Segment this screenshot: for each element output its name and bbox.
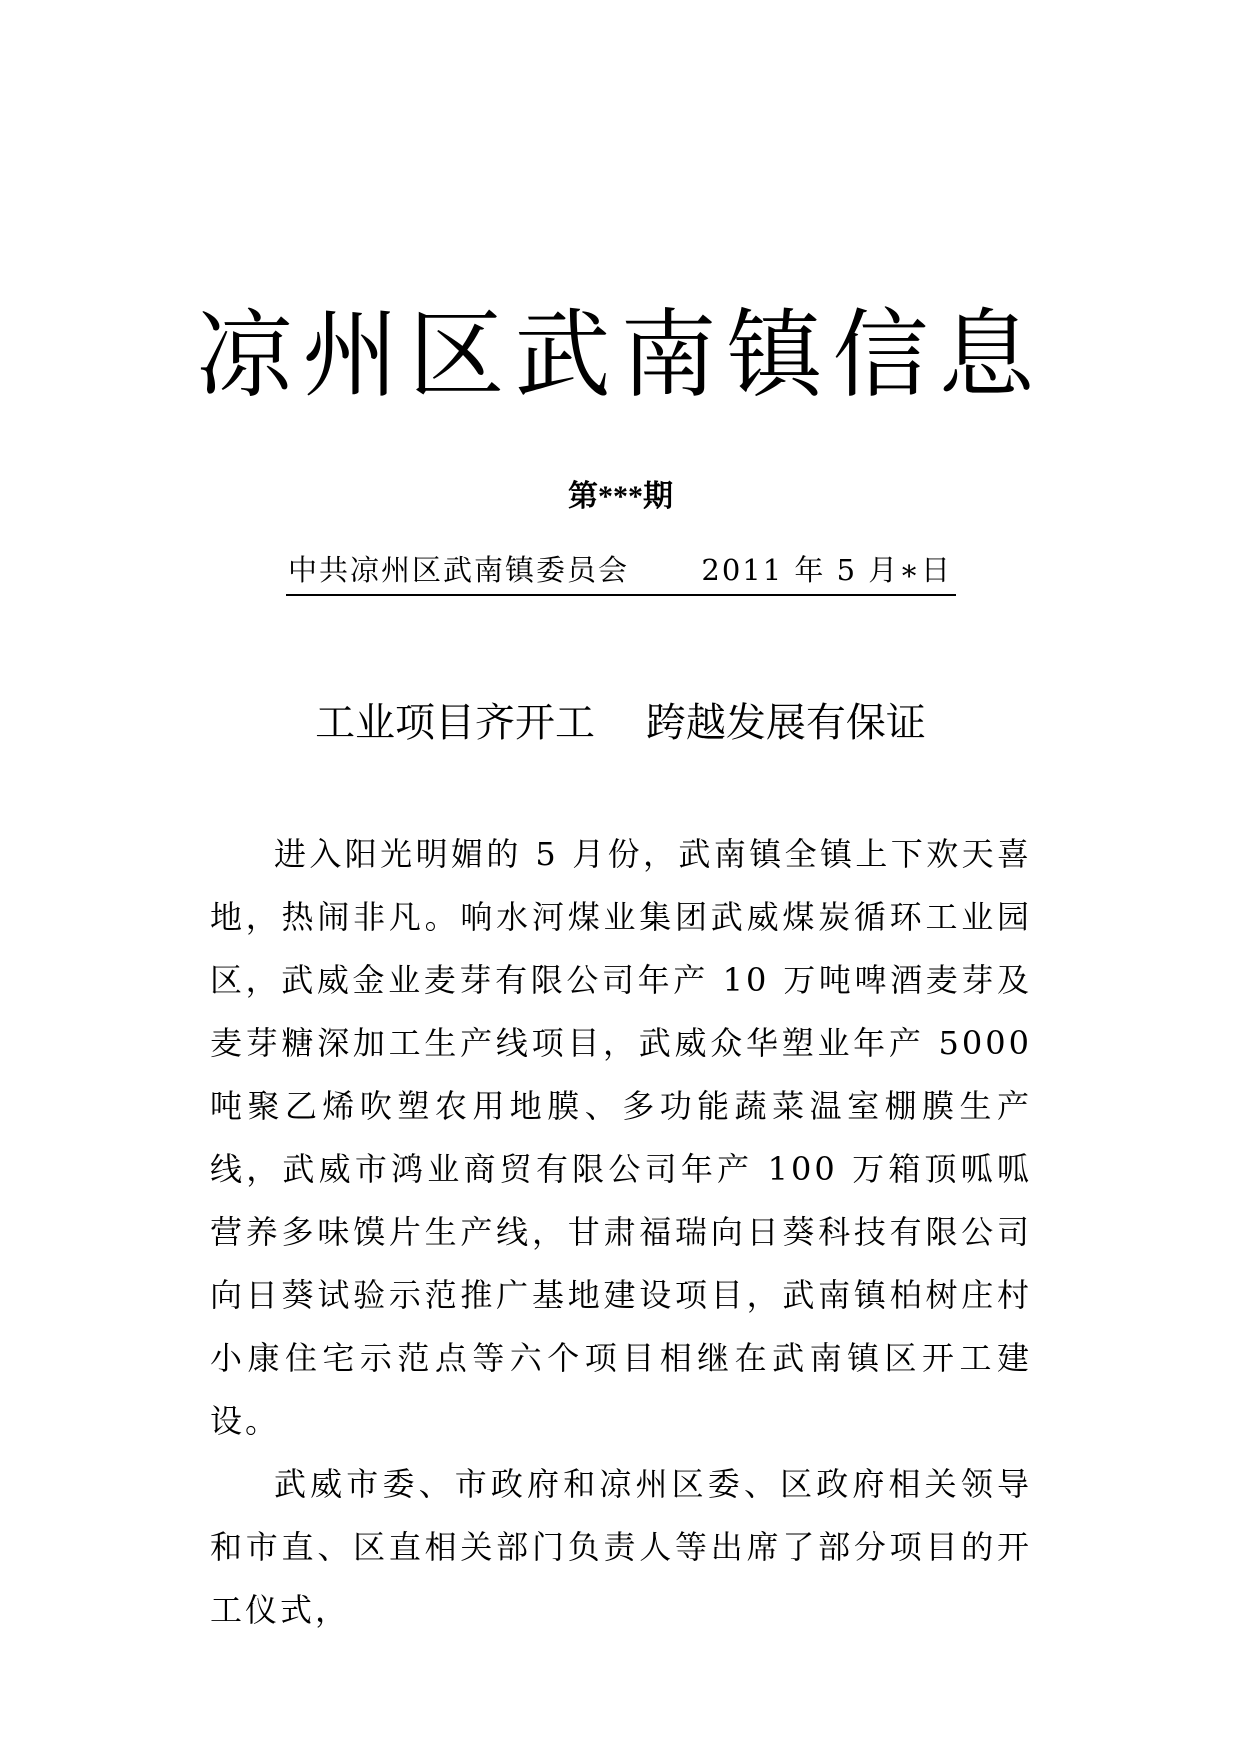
publisher-line <box>286 550 956 596</box>
publication-date: 2011 年 5 月∗日 <box>701 553 952 587</box>
publisher-name: 中共凉州区武南镇委员会 <box>288 553 630 587</box>
article-paragraph: 武威市委、市政府和凉州区委、区政府相关领导和市直、区直相关部门负责人等出席了部分项目的开工仪式， <box>210 1465 1032 1629</box>
article-headline: 工业项目齐开工 跨越发展有保证 <box>315 700 926 746</box>
issue-number: 第***期 <box>568 480 673 513</box>
article-paragraph: 进入阳光明媚的 5 月份，武南镇全镇上下欢天喜地，热闹非凡。响水河煤业集团武威煤炭循环工业园区，武威金业麦芽有限公司年产 10 万吨啤酒麦芽及麦芽糖深加工生产线项目，武威众华塑业年产 5000 吨聚乙烯吹塑农用地膜、多功能蔬菜温室棚膜生产线，武威市鸿业商贸有限公司年产 100 万箱顶呱呱营养多味馍片生产线，甘肃福瑞向日葵科技有限公司向日葵试验示范推广基地建设项目，武南镇柏树庄村小康住宅示范点等六个项目相继在武南镇区开工建设。 <box>210 835 1032 1440</box>
masthead-title: 凉州区武南镇信息 <box>196 299 1045 411</box>
article-body <box>210 823 1032 1642</box>
